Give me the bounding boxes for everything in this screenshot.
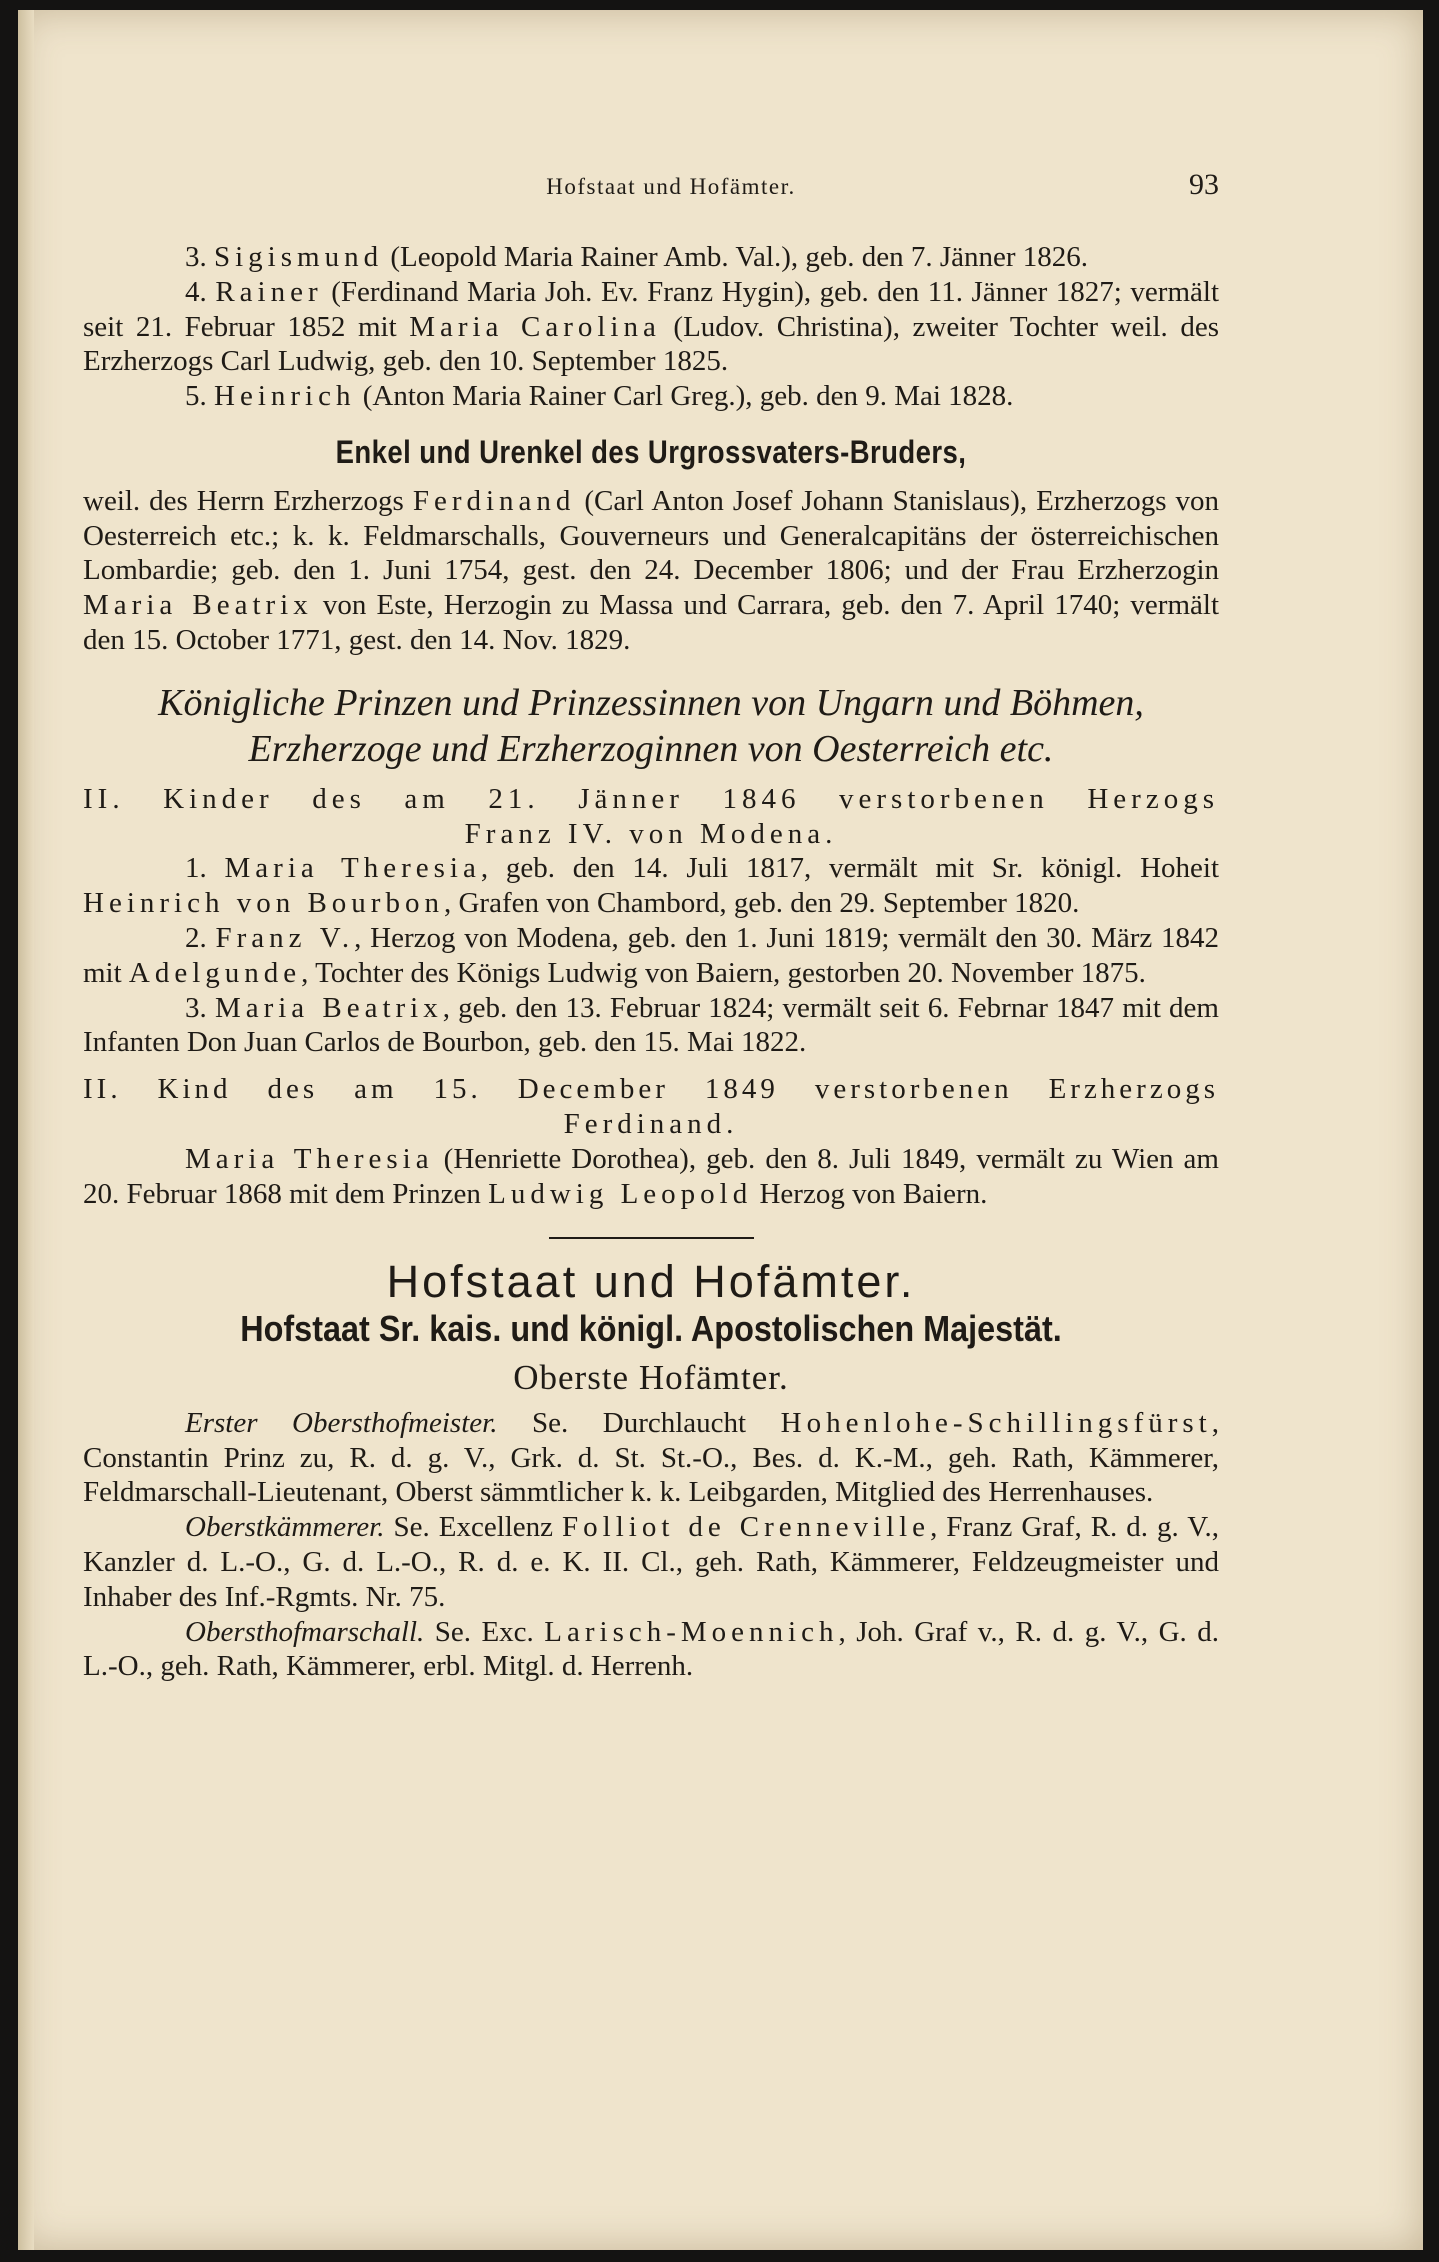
heading-enkel: Enkel und Urenkel des Urgrossvaters-Bruders, <box>335 433 967 470</box>
heading-prinzen: Königliche Prinzen und Prinzessinnen von Ungarn und Böhmen, Erzherzoge und Erzherzoginnen von Oesterreich etc. <box>158 681 1144 770</box>
entry-rainer: 4. Rainer (Ferdinand Maria Joh. Ev. Franz Hygin), geb. den 11. Jänner 1827; vermält seit 21. Februar 1852 mit Maria Carolina (Ludov. Christina), zweiter Tochter weil. des Erzherzogs Carl Ludwig, geb. den 10. September 1825. <box>83 275 1219 378</box>
subsection-title: Oberste Hofämter. <box>513 1357 789 1397</box>
binding-edge <box>18 10 34 2250</box>
group-heading-2-line2: Ferdinand. <box>563 1107 739 1140</box>
entry-ferdinand: weil. des Herrn Erzherzogs Ferdinand (Carl Anton Josef Johann Stanislaus), Erzherzogs von Oesterreich etc.; k. k. Feldmarschalls, Gouverneurs und Generalcapitäns der österreichischen Lombardie; geb. den 1. Juni 1754, gest. den 24. December 1806; und der Frau Erzherzogin Maria Beatrix von Este, Herzogin zu Massa und Carrara, geb. den 7. April 1740; vermält den 15. October 1771, gest. den 14. Nov. 1829. <box>83 484 1220 656</box>
entry-franz-v: 2. Franz V., Herzog von Modena, geb. den 1. Juni 1819; vermält den 30. März 1842 mit Adelgunde, Tochter des Königs Ludwig von Baiern, gestorben 20. November 1875. <box>83 921 1219 989</box>
person-name: Maria Beatrix <box>214 991 443 1024</box>
person-name: Larisch-Moennich <box>544 1615 839 1648</box>
person-name: Franz V. <box>215 921 355 954</box>
entry-maria-beatrix: 3. Maria Beatrix, geb. den 13. Februar 1824; vermält seit 6. Febrnar 1847 mit dem Infanten Don Juan Carlos de Bourbon, geb. den 15. Mai 1822. <box>83 991 1219 1059</box>
office-title: Erster Obersthofmeister. <box>185 1406 498 1439</box>
person-name: Maria Theresia <box>224 852 481 885</box>
person-name: Hohenlohe-Schillingsfürst <box>780 1406 1212 1439</box>
person-name: Folliot de Crenneville <box>562 1511 931 1544</box>
spouse-name: Heinrich von Bourbon <box>83 887 444 920</box>
entry-heinrich: 5. Heinrich (Anton Maria Rainer Carl Greg.), geb. den 9. Mai 1828. <box>185 380 1014 413</box>
running-head-title: Hofstaat und Hofämter. <box>546 174 796 199</box>
entry-oberstkaemmerer: Oberstkämmerer. Se. Excellenz Folliot de Crenneville, Franz Graf, R. d. g. V., Kanzler d. L.-O., G. d. L.-O., R. d. e. K. II. Cl., geh. Rath, Kämmerer, Feldzeugmeister und Inhaber des Inf.-Rgmts. Nr. 75. <box>83 1511 1219 1613</box>
person-name: Sigismund <box>214 241 384 273</box>
page-number: 93 <box>1189 168 1219 201</box>
person-name: Rainer <box>215 275 323 308</box>
person-name: Maria Theresia <box>185 1142 434 1175</box>
entry-obersthofmarschall: Obersthofmarschall. Se. Exc. Larisch-Moennich, Joh. Graf v., R. d. g. V., G. d. L.-O., geh. Rath, Kämmerer, erbl. Mitgl. d. Herrenh. <box>83 1615 1219 1683</box>
entry-maria-theresia: 1. Maria Theresia, geb. den 14. Juli 1817, vermält mit Sr. königl. Hoheit Heinrich von Bourbon, Grafen von Chambord, geb. den 29. September 1820. <box>83 852 1219 920</box>
group-heading-1-line2: Franz IV. von Modena. <box>464 817 838 850</box>
page-body <box>83 240 1219 1684</box>
group-heading-1: II. Kinder des am 21. Jänner 1846 verstorbenen Herzogs <box>83 782 1219 815</box>
entry-maria-theresia-2: Maria Theresia (Henriette Dorothea), geb. den 8. Juli 1849, vermält zu Wien am 20. Februar 1868 mit dem Prinzen Ludwig Leopold Herzog von Baiern. <box>83 1142 1219 1210</box>
entry-obersthofmeister: Erster Obersthofmeister. Se. Durchlaucht Hohenlohe-Schillingsfürst, Constantin Prinz zu, R. d. g. V., Grk. d. St. St.-O., Bes. d. K.-M., geh. Rath, Kämmerer, Feldmarschall-Lieutenant, Oberst sämmtlicher k. k. Leibgarden, Mitglied des Herrenhauses. <box>83 1406 1219 1509</box>
spouse-name: Adelgunde <box>128 956 302 989</box>
running-head <box>83 168 1219 208</box>
group-heading-2: II. Kind des am 15. December 1849 verstorbenen Erzherzogs <box>83 1073 1219 1106</box>
office-title: Oberstkämmerer. <box>185 1511 385 1544</box>
person-name: Maria Beatrix <box>83 589 313 622</box>
section-subtitle: Hofstaat Sr. kais. und königl. Apostolischen Majestät. <box>240 1308 1062 1350</box>
person-name: Ferdinand <box>412 484 576 517</box>
entry-sigismund: 3. Sigismund (Leopold Maria Rainer Amb. Val.), geb. den 7. Jänner 1826. <box>185 241 1089 273</box>
section-title: Hofstaat und Hofämter. <box>386 1256 916 1308</box>
office-title: Obersthofmarschall. <box>185 1615 425 1648</box>
person-name: Heinrich <box>214 380 356 413</box>
section-divider <box>549 1237 754 1239</box>
spouse-name: Ludwig Leopold <box>488 1177 753 1210</box>
spouse-name: Maria Carolina <box>409 310 661 343</box>
